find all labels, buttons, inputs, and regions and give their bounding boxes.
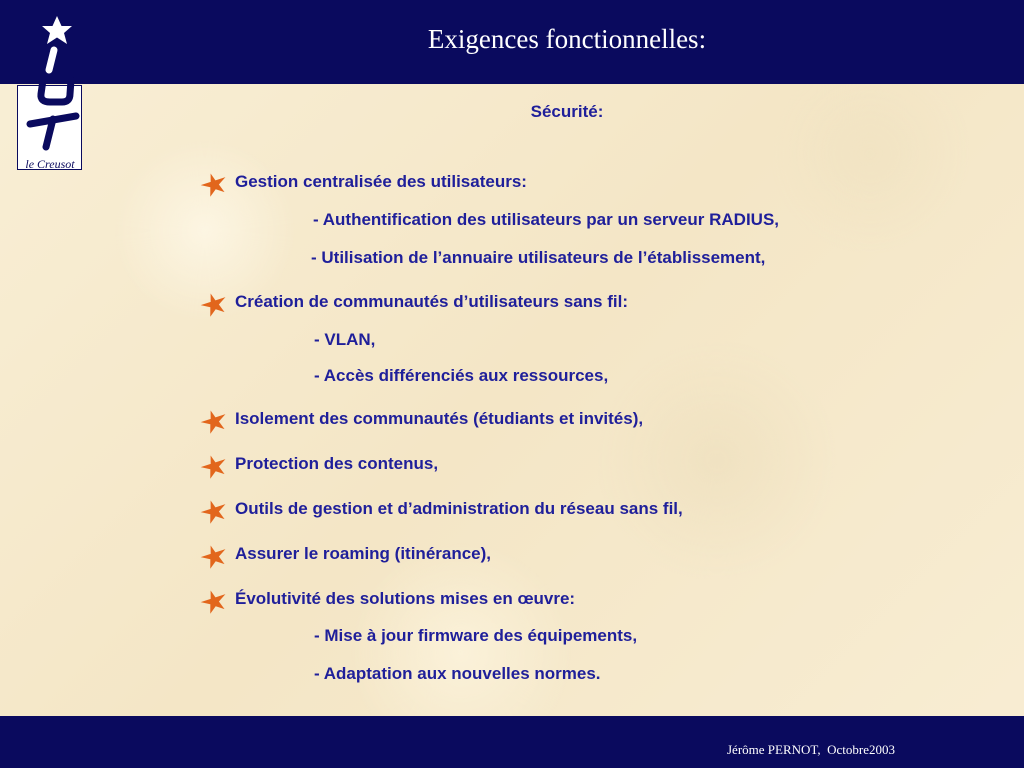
- sub-bullet-item: - Authentification des utilisateurs par un serveur RADIUS,: [313, 210, 780, 229]
- sub-bullet-item: - Accès différenciés aux ressources,: [314, 366, 609, 385]
- slide-title: Exigences fonctionnelles:: [427, 24, 707, 54]
- bullet-item: Protection des contenus,: [235, 454, 439, 473]
- iut-logo: [16, 14, 84, 174]
- bullet-star-icon: [199, 453, 229, 479]
- bullet-item: Assurer le roaming (itinérance),: [235, 544, 492, 563]
- bullet-star-icon: [199, 543, 229, 569]
- sub-bullet-item: - Adaptation aux nouvelles normes.: [314, 664, 601, 683]
- header-bar: [0, 0, 1024, 84]
- bullet-item: Outils de gestion et d’administration du réseau sans fil,: [235, 499, 683, 518]
- bullet-item: Évolutivité des solutions mises en œuvre:: [235, 589, 576, 608]
- footer-bar: [0, 716, 1024, 768]
- bullet-star-icon: [199, 588, 229, 614]
- bullet-star-icon: [199, 291, 229, 317]
- iut-logo-icon: [16, 14, 84, 174]
- bullet-star-icon: [199, 498, 229, 524]
- section-title: Sécurité:: [530, 102, 604, 121]
- sub-bullet-item: - VLAN,: [314, 330, 376, 349]
- bullet-item: Isolement des communautés (étudiants et invités),: [235, 409, 644, 428]
- logo-caption: le Creusot: [25, 157, 75, 171]
- sub-bullet-item: - Mise à jour firmware des équipements,: [314, 626, 638, 645]
- bullet-star-icon: [199, 408, 229, 434]
- bullet-item: Création de communautés d’utilisateurs sans fil:: [235, 292, 628, 311]
- bullet-star-icon: [199, 171, 229, 197]
- bullet-item: Gestion centralisée des utilisateurs:: [235, 172, 527, 191]
- sub-bullet-item: - Utilisation de l’annuaire utilisateurs de l’établissement,: [311, 248, 766, 267]
- footer-author: Jérôme PERNOT, Octobre2003: [727, 742, 896, 757]
